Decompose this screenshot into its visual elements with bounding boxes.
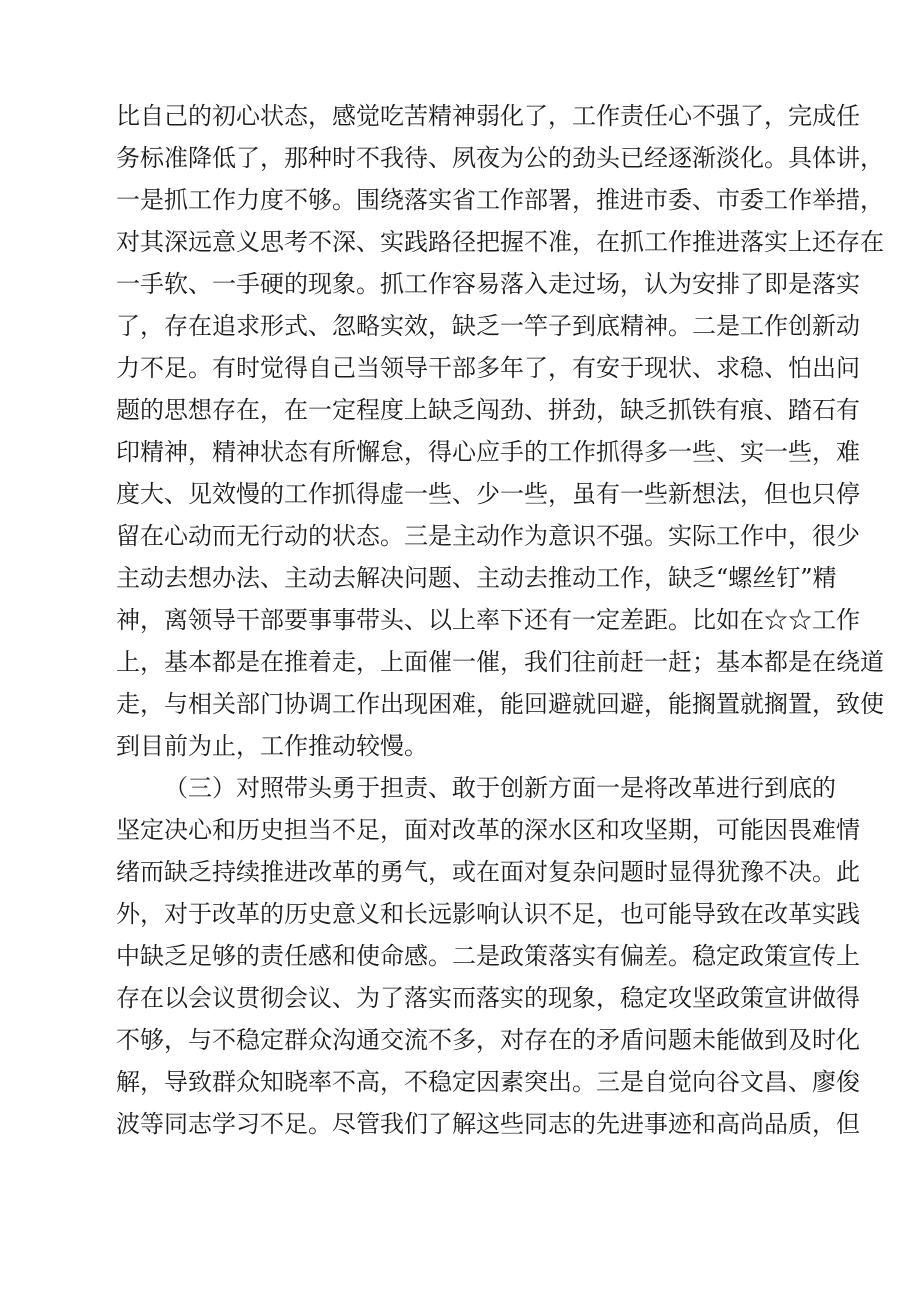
text-line: 中缺乏足够的责任感和使命感。二是政策落实有偏差。稳定政策宣传上 [116,942,860,970]
text-line: 一手软、一手硬的现象。抓工作容易落入走过场，认为安排了即是落实 [116,270,860,298]
text-line: 坚定决心和历史担当不足，面对改革的深水区和攻坚期，可能因畏难情 [116,816,860,844]
text-line: 务标准降低了，那种时不我待、夙夜为公的劲头已经逐渐淡化。具体讲， [116,144,884,172]
text-line: 比自己的初心状态，感觉吃苦精神弱化了，工作责任心不强了，完成任 [116,102,860,130]
paragraph-1 [116,95,884,767]
document-body [116,95,884,1145]
text-line: 印精神，精神状态有所懈怠，得心应手的工作抓得多一些、实一些，难 [116,438,860,466]
text-line: 了，存在追求形式、忽略实效，缺乏一竿子到底精神。二是工作创新动 [116,312,860,340]
text-line: 外，对于改革的历史意义和长远影响认识不足，也可能导致在改革实践 [116,900,860,928]
text-line: 力不足。有时觉得自己当领导干部多年了，有安于现状、求稳、怕出问 [116,354,860,382]
section-heading-line: （三）对照带头勇于担责、敢于创新方面一是将改革进行到底的 [164,774,836,802]
text-line: 神，离领导干部要事事带头、以上率下还有一定差距。比如在☆☆工作 [116,606,860,634]
paragraph-2 [116,767,860,1145]
text-line: 到目前为止，工作推动较慢。 [116,732,428,760]
text-line: 主动去想办法、主动去解决问题、主动去推动工作，缺乏“螺丝钉”精 [116,564,837,592]
text-line: 一是抓工作力度不够。围绕落实省工作部署，推进市委、市委工作举措， [116,186,884,214]
text-line: 存在以会议贯彻会议、为了落实而落实的现象，稳定攻坚政策宣讲做得 [116,984,860,1012]
text-line: 对其深远意义思考不深、实践路径把握不准，在抓工作推进落实上还存在 [116,228,884,256]
text-line: 上，基本都是在推着走，上面催一催，我们往前赶一赶；基本都是在绕道 [116,648,884,676]
text-line: 波等同志学习不足。尽管我们了解这些同志的先进事迹和高尚品质，但 [116,1110,860,1138]
text-line: 度大、见效慢的工作抓得虚一些、少一些，虽有一些新想法，但也只停 [116,480,860,508]
text-line: 走，与相关部门协调工作出现困难，能回避就回避，能搁置就搁置，致使 [116,690,884,718]
text-line: 留在心动而无行动的状态。三是主动作为意识不强。实际工作中，很少 [116,522,860,550]
text-line: 解，导致群众知晓率不高，不稳定因素突出。三是自觉向谷文昌、廖俊 [116,1068,860,1096]
text-line: 题的思想存在，在一定程度上缺乏闯劲、拼劲，缺乏抓铁有痕、踏石有 [116,396,860,424]
text-line: 不够，与不稳定群众沟通交流不多，对存在的矛盾问题未能做到及时化 [116,1026,860,1054]
text-line: 绪而缺乏持续推进改革的勇气，或在面对复杂问题时显得犹豫不决。此 [116,858,860,886]
